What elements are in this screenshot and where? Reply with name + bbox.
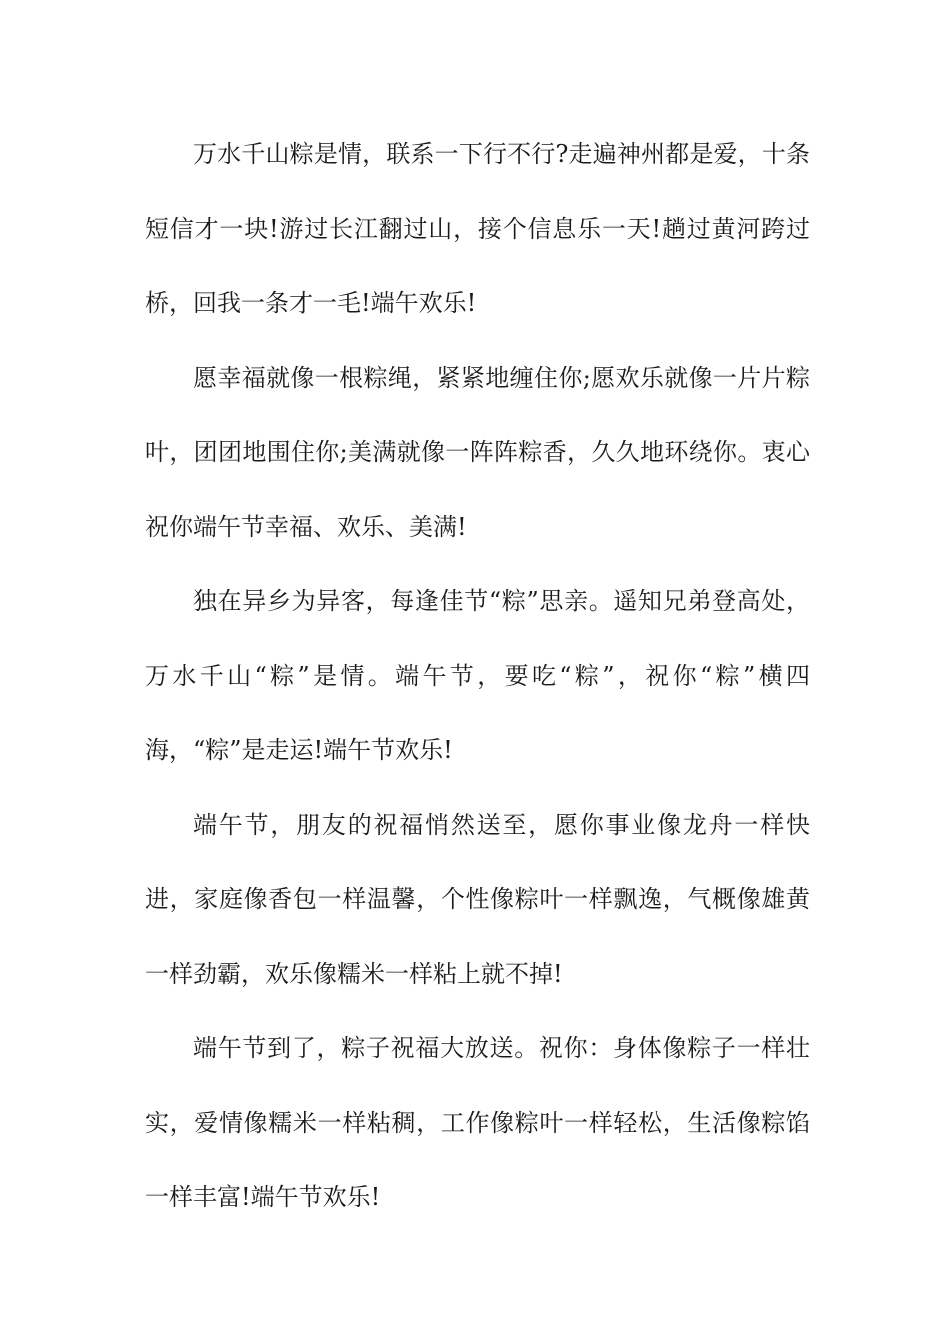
document-body: [145, 117, 810, 1235]
paragraph-5: 端午节到了，粽子祝福大放送。祝你：身体像粽子一样壮实，爱情像糯米一样粘稠，工作像粽叶一样轻松，生活像粽馅一样丰富!端午节欢乐!: [145, 1034, 810, 1211]
paragraph-2: 愿幸福就像一根粽绳，紧紧地缠住你;愿欢乐就像一片片粽叶，团团地围住你;美满就像一阵阵粽香，久久地环绕你。衷心祝你端午节幸福、欢乐、美满!: [145, 363, 810, 541]
paragraph-3: 独在异乡为异客，每逢佳节“粽”思亲。遥知兄弟登高处，万水千山“粽”是情。端午节，要吃“粽”，祝你“粽”横四海，“粽”是走运!端午节欢乐!: [145, 587, 810, 764]
paragraph-1: 万水千山粽是情，联系一下行不行?走遍神州都是爱，十条短信才一块!游过长江翻过山，接个信息乐一天!趟过黄河跨过桥，回我一条才一毛!端午欢乐!: [145, 140, 810, 317]
paragraph-4: 端午节，朋友的祝福悄然送至，愿你事业像龙舟一样快进，家庭像香包一样温馨，个性像粽叶一样飘逸，气概像雄黄一样劲霸，欢乐像糯米一样粘上就不掉!: [145, 810, 810, 988]
